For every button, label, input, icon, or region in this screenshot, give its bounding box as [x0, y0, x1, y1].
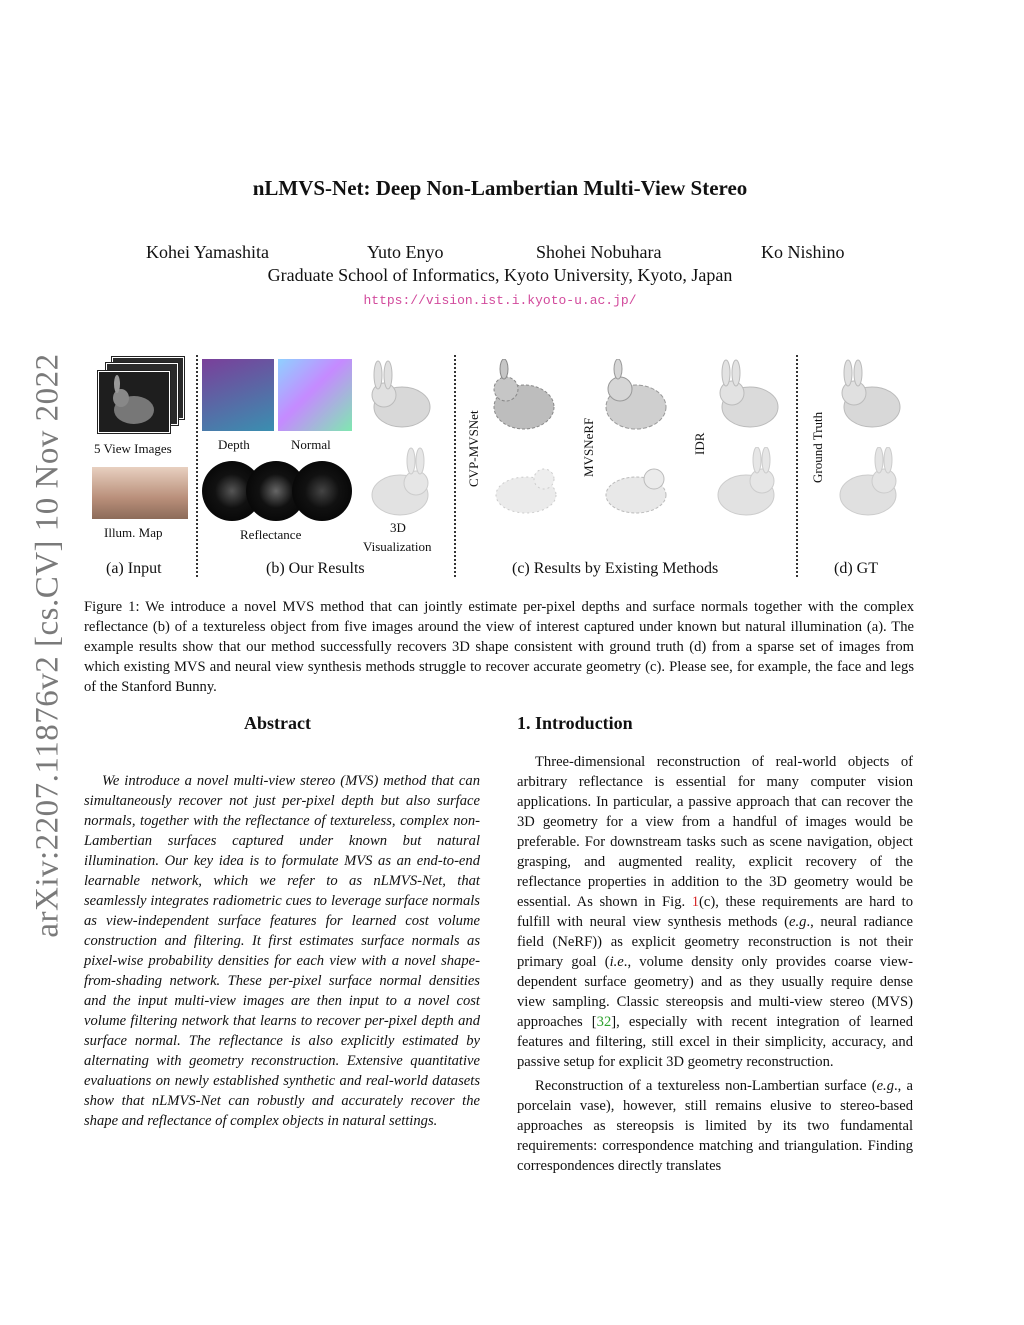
illumination-map	[92, 467, 188, 519]
label-3d-line1: 3D	[390, 520, 406, 535]
author-1: Kohei Yamashita	[146, 242, 269, 262]
intro-p1-ie: i.e	[609, 954, 624, 970]
bunny-render-2	[360, 447, 436, 523]
figure-caption: Figure 1: We introduce a novel MVS method that can jointly estimate per-pixel depths and surface normals together with the complex reflectance (b) of a textureless object from five images around the view of interest captured under known but natural illumination (a). The example results show that our method successfully recovers 3D shape consistent with ground truth (d) from a sparse set of images from which existing MVS and neural view synthesis methods struggle to recover accurate geometry (c). Please see, for example, the face and legs of the Stanford Bunny.	[84, 599, 914, 695]
bunny-mvsnerf-2	[598, 447, 674, 523]
subcaption-c: (c) Results by Existing Methods	[512, 560, 719, 577]
project-url[interactable]: https://vision.ist.i.kyoto-u.ac.jp/	[363, 293, 637, 308]
arxiv-stamp-text: arXiv:2207.11876v2 [cs.CV] 10 Nov 2022	[29, 352, 66, 938]
affiliation: Graduate School of Informatics, Kyoto University, Kyoto, Japan	[267, 265, 733, 285]
subcaption-d: (d) GT	[834, 560, 878, 577]
intro-p1-text-d: ., volume density only provides coarse view-dependent surface geometry) and as they usually require dense view sampling. Classic stereopsis and multi-view stereo (MVS) approaches [	[517, 954, 913, 1030]
reflectance-spheres	[202, 461, 352, 523]
bunny-idr-2	[708, 447, 784, 523]
depth-map	[202, 359, 274, 431]
label-normal: Normal	[291, 437, 331, 452]
paper-title: nLMVS-Net: Deep Non-Lambertian Multi-View Stereo	[252, 176, 748, 200]
intro-p2-eg: e.g	[876, 1078, 895, 1094]
subcaption-a: (a) Input	[106, 560, 162, 577]
arxiv-stamp	[26, 345, 70, 945]
figure-1	[88, 355, 918, 585]
separator-3	[796, 355, 798, 577]
intro-p1-text-a: Three-dimensional reconstruction of real-world objects of arbitrary reflectance is essential for many computer vision applications. In particular, a passive approach that can recover the 3D geometry for a view from a handful of images would be preferable. For downstream tasks such as scene navigation, object grasping, and augmented reality, explicit recovery of the reflectance properties in addition to the 3D geometry would be essential. As shown in Fig.	[517, 754, 913, 910]
label-view-images: 5 View Images	[94, 441, 172, 456]
intro-p1-text-c: ., neural radiance field (NeRF)) as explicit geometry reconstruction is not their primary goal (	[517, 914, 913, 970]
view-image-front	[98, 371, 170, 433]
author-3: Shohei Nobuhara	[536, 242, 662, 262]
intro-body	[517, 752, 913, 1180]
bunny-cvp-1	[484, 359, 564, 437]
separator-1	[196, 355, 198, 577]
intro-p1-eg: e.g	[789, 914, 807, 930]
label-3d-line2: Visualization	[363, 539, 432, 554]
label-depth: Depth	[218, 437, 250, 452]
bunny-idr-1	[708, 359, 788, 437]
subcaption-b: (b) Our Results	[266, 560, 365, 577]
abstract-heading: Abstract	[244, 713, 311, 733]
label-ground-truth: Ground Truth	[810, 411, 825, 483]
author-4: Ko Nishino	[761, 242, 845, 262]
label-mvsnerf: MVSNeRF	[581, 417, 596, 477]
label-illum-map: Illum. Map	[104, 525, 163, 540]
intro-paragraph-1	[517, 752, 913, 1072]
intro-p2-text-a: Reconstruction of a textureless non-Lambertian surface (	[535, 1078, 877, 1094]
bunny-gt-2	[830, 447, 906, 523]
intro-p1-text-e: ], especially with recent integration of learned features and filtering, still excel in their simplicity, accuracy, and passive setup for explicit 3D geometry reconstruction.	[517, 1014, 913, 1070]
label-idr: IDR	[692, 432, 707, 455]
author-2: Yuto Enyo	[367, 242, 444, 262]
bunny-mvsnerf-1	[596, 359, 676, 437]
normal-map	[278, 359, 352, 431]
intro-p2-text-b: ., a porcelain vase), however, still remains elusive to stereo-based approaches as stereopsis is limited by its two fundamental requirements: correspondence matching and triangulation. Finding correspondences directly translates	[517, 1078, 913, 1174]
abstract-text: We introduce a novel multi-view stereo (MVS) method that can simultaneously recover not just per-pixel depth but also surface normals, together with the reflectance of textureless, complex non-Lambertian surfaces captured under known but natural illumination. Our key idea is to formulate MVS as an end-to-end learnable network, which we refer to as nLMVS-Net, that seamlessly integrates radiometric cues to leverage surface normals as view-independent surface features for learned cost volume construction and filtering. It first estimates surface normals as pixel-wise probability densities for each view with a novel shape-from-shading network. These per-pixel surface normal densities and the input multi-view images are then input to a novel cost volume filtering network that learns to recover per-pixel depth and surface normal. The reflectance is also explicitly estimated by alternating with geometry reconstruction. Extensive quantitative evaluations on newly established synthetic and real-world datasets show that nLMVS-Net can robustly and accurately recover the shape and reflectance of complex objects in natural settings.	[84, 773, 480, 1129]
citation-32-link[interactable]: 32	[596, 1014, 612, 1030]
bunny-render-1	[360, 359, 436, 435]
separator-2	[454, 355, 456, 577]
figure-1-ref-link[interactable]: 1	[691, 894, 700, 910]
intro-paragraph-2	[517, 1076, 913, 1176]
bunny-gt-1	[830, 359, 910, 437]
label-reflectance: Reflectance	[240, 527, 302, 542]
intro-p1-text-b: (c), these requirements are hard to fulfill with neural view synthesis methods (	[517, 894, 913, 930]
intro-heading: 1. Introduction	[517, 713, 633, 733]
label-cvp-mvsnet: CVP-MVSNet	[466, 410, 481, 487]
bunny-photo-icon	[99, 372, 169, 432]
bunny-cvp-2	[488, 447, 564, 523]
